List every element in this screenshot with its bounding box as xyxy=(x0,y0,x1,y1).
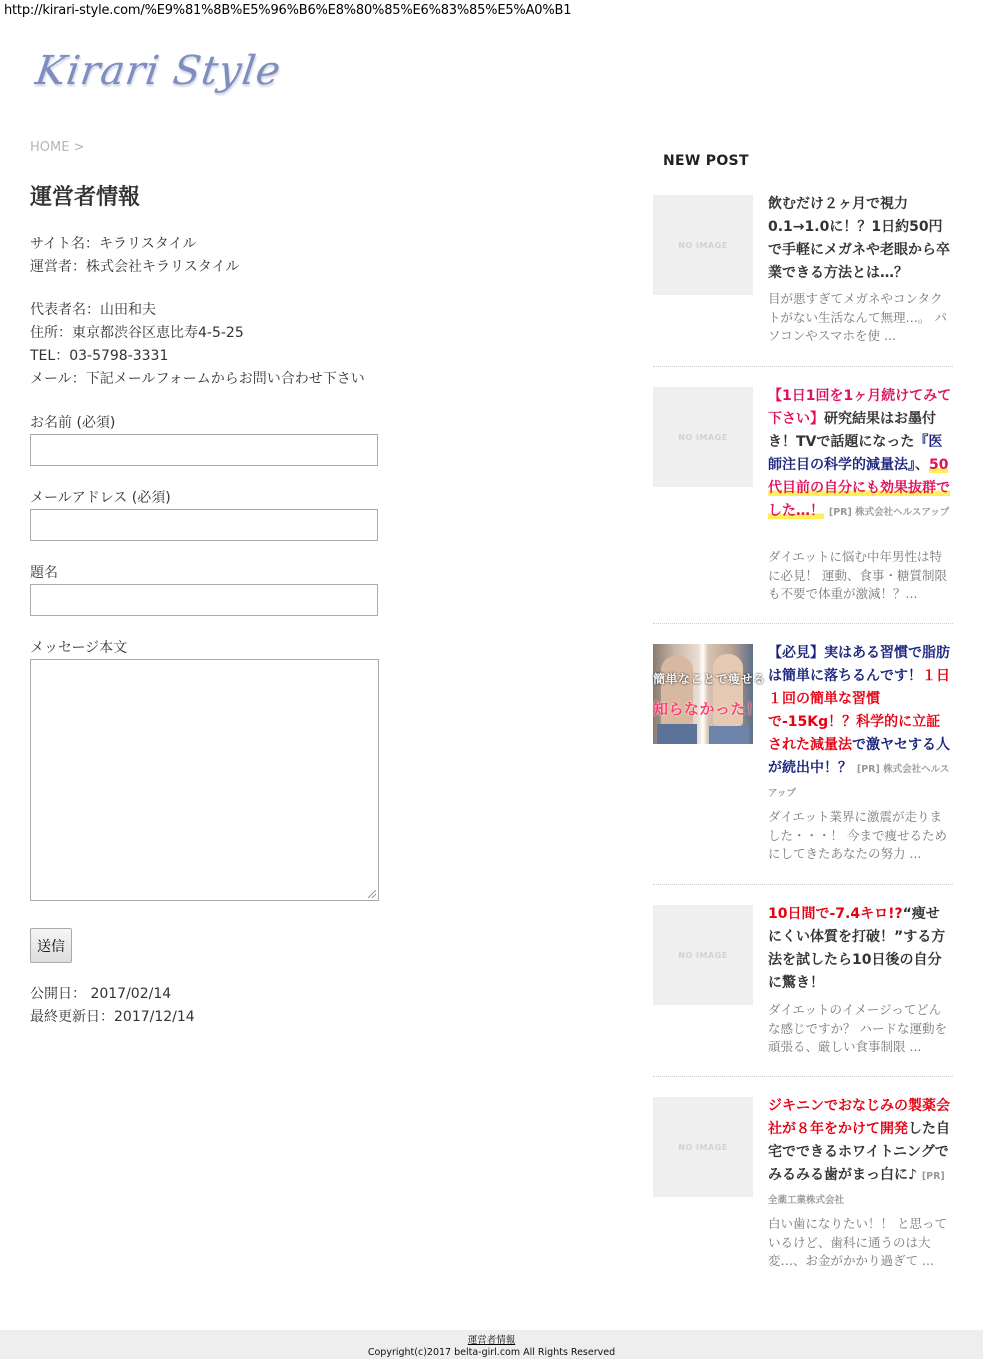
post-title-part: 【必見】実はある習慣で脂肪は簡単に落ちるんです！ xyxy=(768,645,950,684)
post-title-part: ジキニンでおなじみの製薬会社が８年をかけて開発 xyxy=(768,1098,950,1137)
operator-text: 運営者：株式会社キラリスタイル xyxy=(30,259,240,275)
post-title-part: 研究結果はお墨付き！TVで話題になった xyxy=(768,411,936,450)
email-note-text: メール：下記メールフォームからお問い合わせ下さい xyxy=(30,371,365,387)
post-title[interactable] xyxy=(768,642,953,805)
footer xyxy=(0,1330,983,1359)
post-excerpt: 目が悪すぎてメガネやコンタクトがない生活なんて無理…。 パソコンやスマホを使 ... xyxy=(768,291,947,343)
post-title-part: 50代目前の自分にも効果抜群でした…！ xyxy=(768,457,950,519)
post-title-part: “痩せにくい体質を打破！”する方法を試したら10日後の自分に驚き！ xyxy=(768,906,946,991)
footer-copyright: Copyright(c)2017 belta-girl.com All Rights Reserved xyxy=(367,1347,616,1358)
subject-input[interactable] xyxy=(30,584,378,616)
post-thumbnail-no-image[interactable]: NO IMAGE xyxy=(653,195,753,295)
breadcrumb-home-link[interactable]: HOME > xyxy=(30,140,85,155)
post-title[interactable] xyxy=(768,385,953,524)
address-bar-url: http://kirari-style.com/%E9%81%8B%E5%96%B6%E8%80%85%E6%83%85%E5%A0%B1 xyxy=(4,3,572,18)
site-info-block xyxy=(30,233,239,279)
contact-info-block xyxy=(30,299,365,391)
tel-text: TEL：03-5798-3331 xyxy=(30,348,169,364)
sidebar-post-2[interactable] xyxy=(653,387,953,607)
dates-block xyxy=(30,983,195,1029)
post-thumbnail-no-image[interactable]: NO IMAGE xyxy=(653,905,753,1005)
message-textarea[interactable] xyxy=(30,659,379,901)
footer-operator-link[interactable]: 運営者情報 xyxy=(467,1335,516,1346)
site-name-text: サイト名：キラリスタイル xyxy=(30,236,197,252)
address-text: 住所：東京都渋谷区恵比寿4-5-25 xyxy=(30,325,244,341)
message-label: メッセージ本文 xyxy=(30,640,128,656)
post-excerpt: ダイエットのイメージってどんな感じですか？ ハードな運動を頑張る、厳しい食事制限 ... xyxy=(768,1002,947,1054)
pr-badge: [PR] 全薬工業株式会社 xyxy=(768,1171,945,1206)
post-divider xyxy=(653,366,953,367)
photo-caption: 知らなかった！ xyxy=(653,700,762,718)
updated-date: 最終更新日：2017/12/14 xyxy=(30,1009,195,1025)
post-excerpt: ダイエット業界に激震が走りました・・・！ 今まで痩せるためにしてきたあなたの努力 ... xyxy=(768,809,947,861)
post-divider xyxy=(653,1076,953,1077)
published-date: 公開日： 2017/02/14 xyxy=(30,986,172,1002)
post-title[interactable] xyxy=(768,903,953,995)
post-title-part: 、 xyxy=(915,457,929,473)
site-logo[interactable]: Kirari Style xyxy=(32,48,285,94)
post-title[interactable]: 飲むだけ２ヶ月で視力0.1→1.0に！？1日約50円で手軽にメガネや老眼から卒業できる方法とは…？ xyxy=(768,196,950,281)
sidebar-post-5[interactable] xyxy=(653,1097,953,1277)
post-divider xyxy=(653,623,953,624)
email-input[interactable] xyxy=(30,509,378,541)
post-excerpt: 白い歯になりたい！！ と思っているけど、歯科に通うのは大変…、お金がかかり過ぎて ... xyxy=(768,1216,947,1268)
post-title-part: 『医師注目の科学的減量法』 xyxy=(768,434,943,473)
resize-grip-icon[interactable] xyxy=(368,890,376,898)
pr-badge: [PR] 株式会社ヘルスアップ xyxy=(768,764,950,799)
post-title-part: １日１回の簡単な習慣で-15Kg！？ xyxy=(768,668,950,730)
sidebar-post-3[interactable] xyxy=(653,644,953,864)
name-label: お名前 (必須) xyxy=(30,415,116,431)
post-thumbnail-photo[interactable] xyxy=(653,644,766,744)
post-title-part: 10日間で-7.4キロ!? xyxy=(768,906,903,922)
post-title-part: 【1日1回を1ヶ月続けてみて下さい】 xyxy=(768,388,952,427)
sidebar-post-1[interactable] xyxy=(653,195,953,345)
post-title-part: で激ヤセする人が続出中！？ xyxy=(768,737,950,776)
page-title: 運営者情報 xyxy=(30,185,141,210)
post-title-part: 科学的に立証された減量法 xyxy=(768,714,941,753)
post-thumbnail-no-image[interactable]: NO IMAGE xyxy=(653,387,753,487)
post-title-part: した自宅でできるホワイトニングでみるみる歯がまっ白に♪ xyxy=(768,1121,950,1183)
submit-button[interactable]: 送信 xyxy=(30,928,72,963)
photo-figure xyxy=(657,724,697,744)
post-excerpt: ダイエットに悩む中年男性は特に必見！ 運動、食事・糖質制限も不要で体重が激減！？... xyxy=(768,549,947,601)
sidebar-post-4[interactable] xyxy=(653,905,953,1055)
sidebar-heading: NEW POST xyxy=(663,153,749,169)
photo-caption: 簡単なことで痩せる xyxy=(653,672,766,686)
email-label: メールアドレス (必須) xyxy=(30,490,171,506)
pr-badge: [PR] 株式会社ヘルスアップ xyxy=(828,507,950,518)
post-title[interactable] xyxy=(768,1095,953,1212)
subject-label: 題名 xyxy=(30,565,58,581)
photo-figure xyxy=(709,726,749,744)
post-divider xyxy=(653,884,953,885)
name-input[interactable] xyxy=(30,434,378,466)
post-thumbnail-no-image[interactable]: NO IMAGE xyxy=(653,1097,753,1197)
representative-text: 代表者名：山田和夫 xyxy=(30,302,156,318)
